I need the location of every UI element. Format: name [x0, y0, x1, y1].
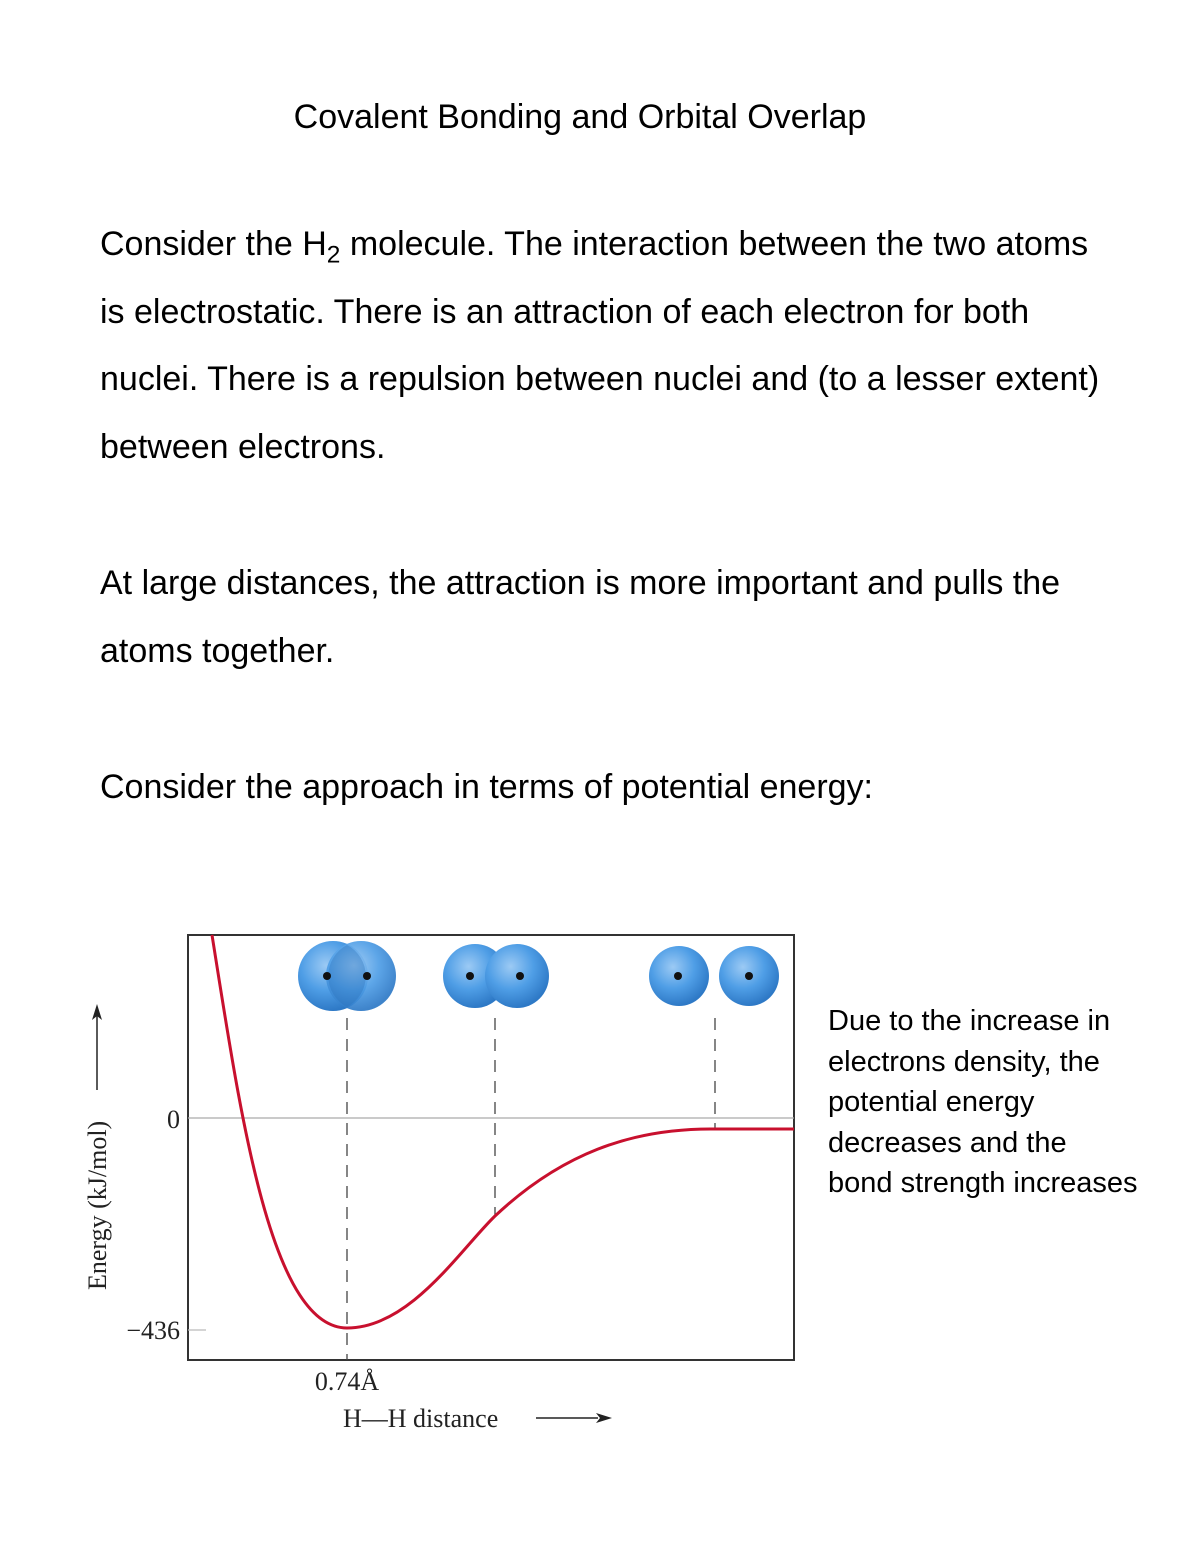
atom-pair-approaching-icon — [443, 944, 549, 1008]
x-minimum-label: 0.74Å — [314, 1367, 380, 1396]
atom-pair-bonded-icon — [298, 941, 396, 1011]
y-tick-minus-436: −436 — [126, 1316, 180, 1345]
paragraph-h2-pre: Consider the H — [100, 225, 327, 263]
paragraph-large-distances: At large distances, the attraction is more important and pulls the atoms together. — [100, 564, 1061, 670]
paragraph-h2-subscript: 2 — [326, 241, 341, 269]
paragraph-h2-post: molecule. The interaction between the two atoms is electrostatic. There is an attraction of each electron for both nuclei. There is a repulsion between nuclei and (to a lesser extent) between electrons. — [100, 225, 1100, 466]
side-note: Due to the increase in electrons density, the potential energy decreases and the bond strength increases — [828, 1005, 1138, 1199]
y-axis-label: Energy (kJ/mol) — [83, 1120, 112, 1290]
x-axis-label: H—H distance — [343, 1404, 499, 1433]
paragraph-potential-energy: Consider the approach in terms of potential energy: — [100, 768, 874, 806]
y-tick-zero: 0 — [167, 1105, 180, 1134]
page-title: Covalent Bonding and Orbital Overlap — [293, 98, 867, 136]
x-axis-arrow-icon — [596, 1413, 612, 1423]
atom-pair-separated-icon — [649, 946, 779, 1006]
paragraph-h2-interaction — [100, 211, 1110, 481]
